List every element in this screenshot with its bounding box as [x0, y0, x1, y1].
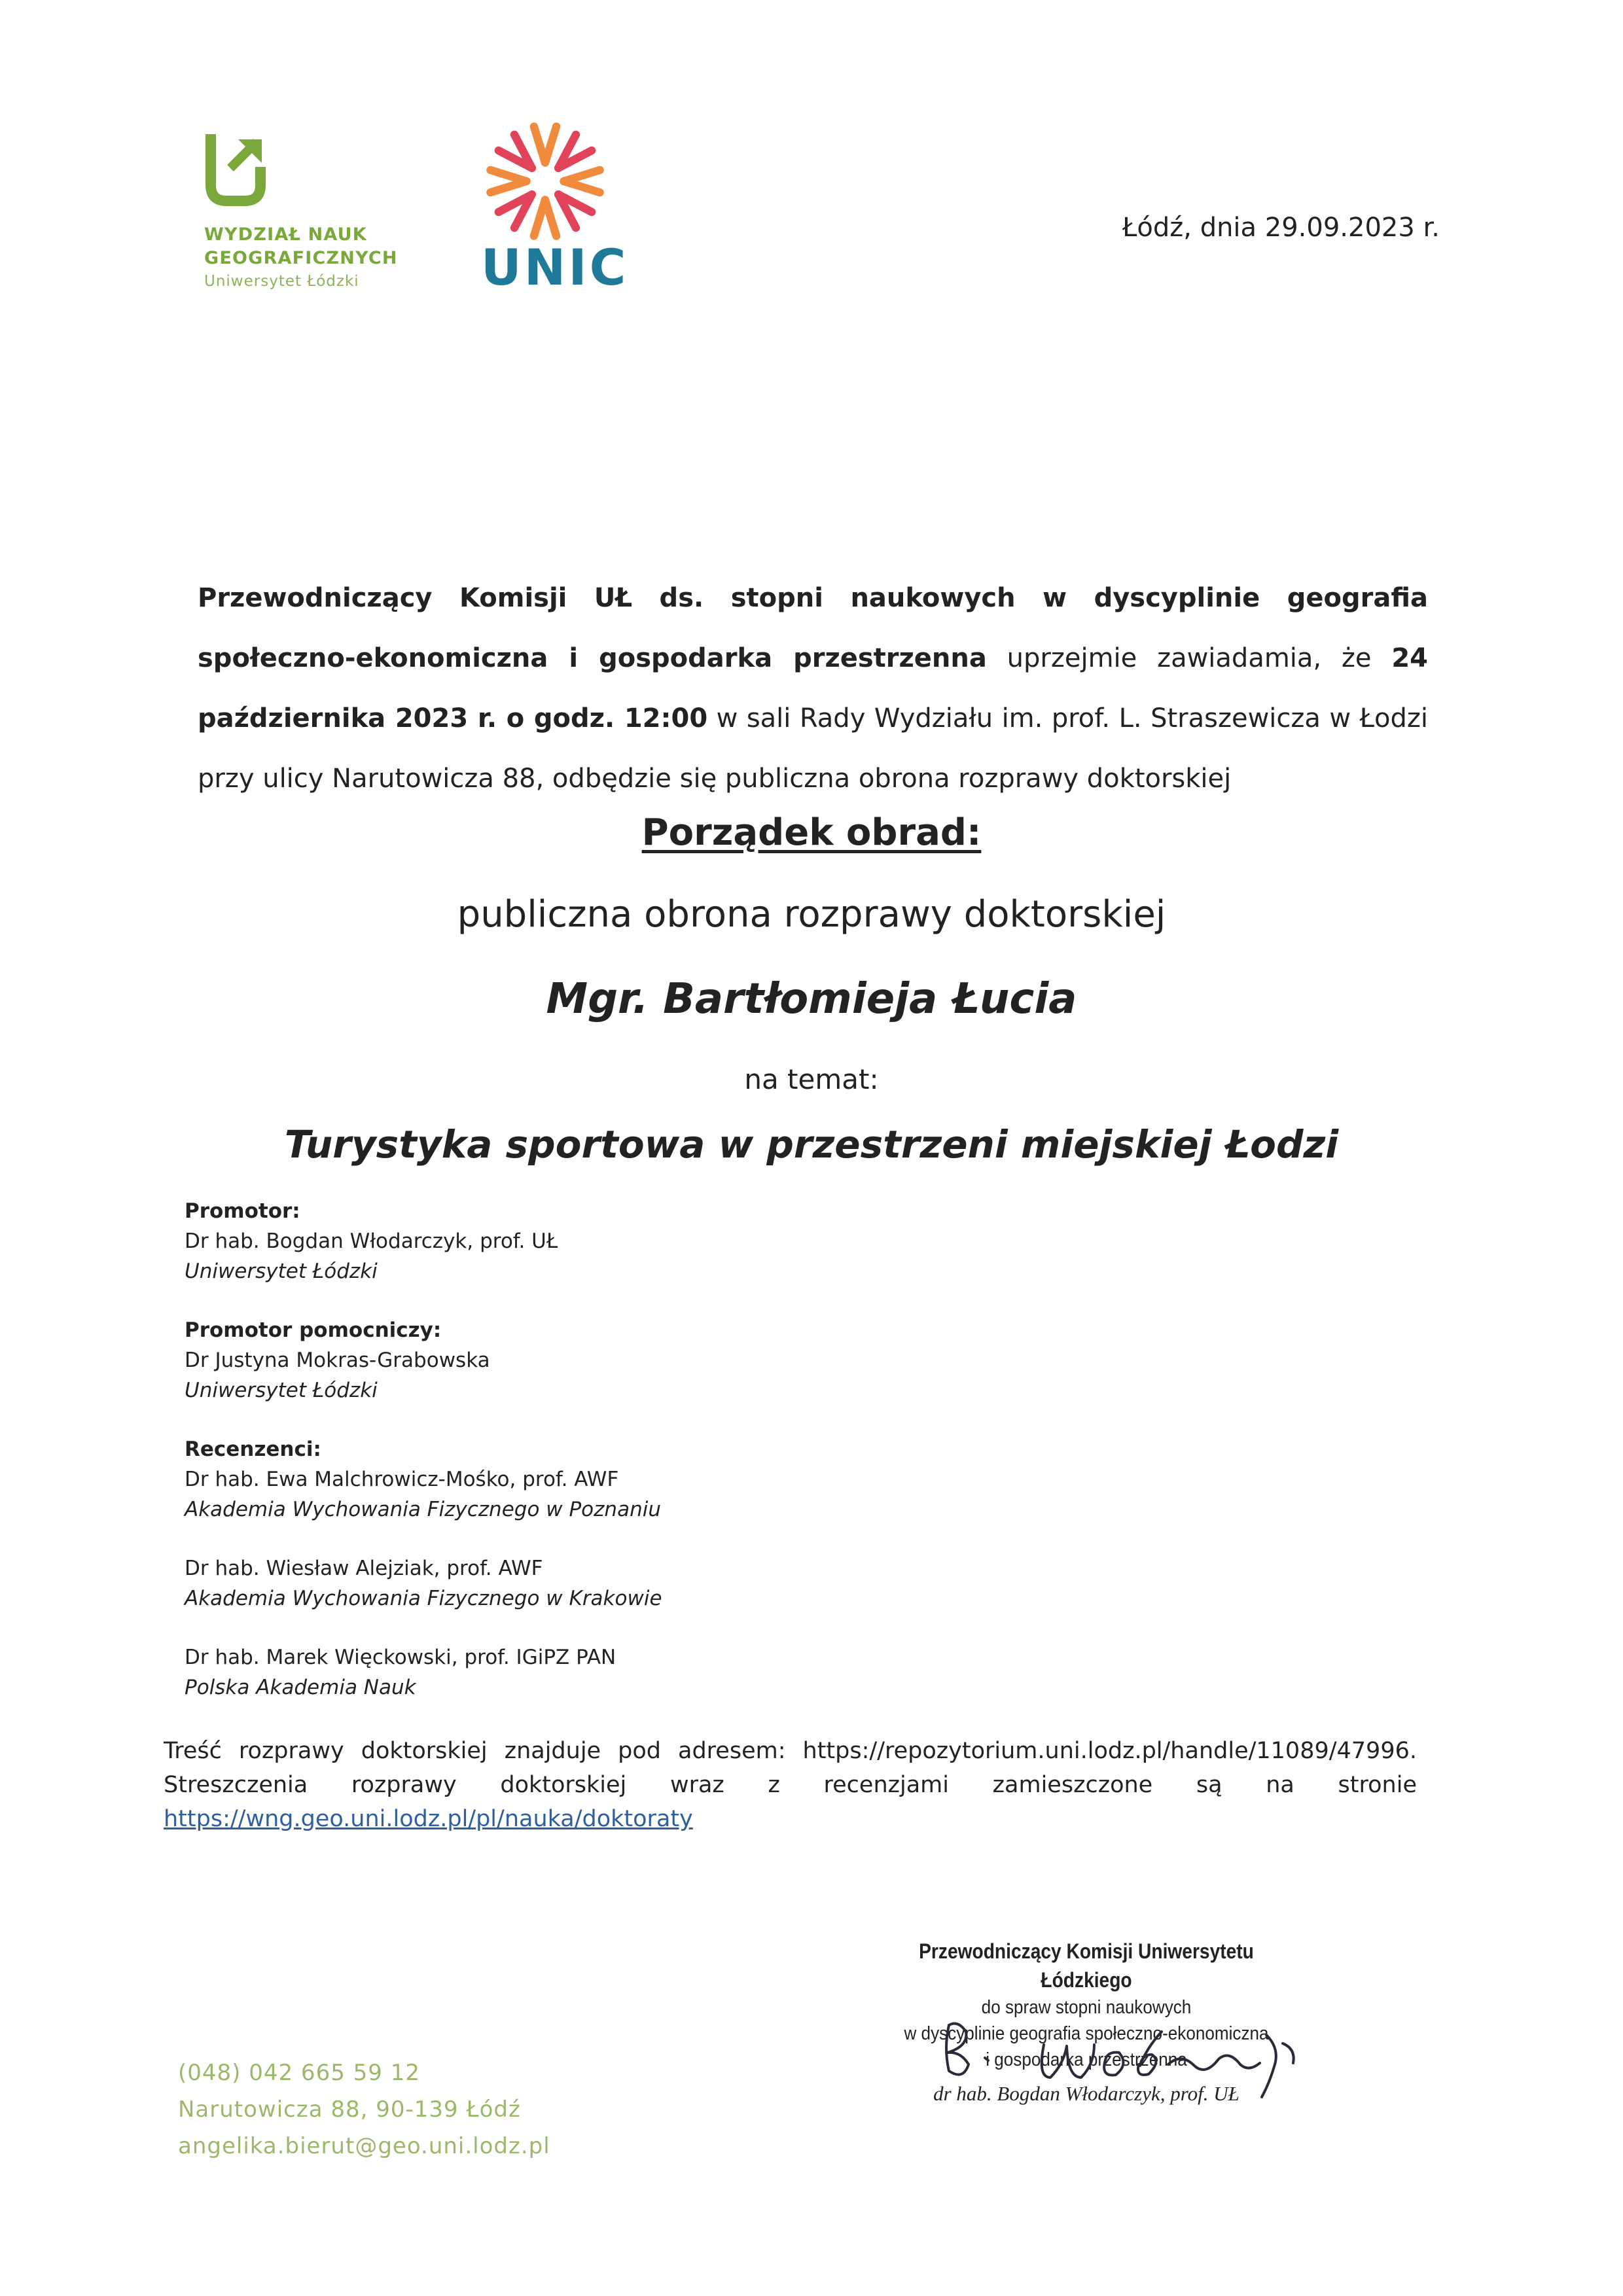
reviewer-2-name: Dr hab. Wiesław Alejziak, prof. AWF	[185, 1557, 543, 1580]
word: rozprawy	[351, 1772, 457, 1798]
aux-promotor-institution: Uniwersytet Łódzki	[185, 1379, 378, 1402]
repository-url: https://repozytorium.uni.lodz.pl/handle/11089/47996.	[802, 1738, 1417, 1764]
faculty-name-line2: GEOGRAFICZNYCH	[204, 248, 398, 268]
stamp-line-1: Przewodniczący Komisji Uniwersytetu Łódzkiego	[919, 1939, 1254, 1992]
thesis-topic: Turystyka sportowa w przestrzeni miejskiej Łodzi	[284, 1122, 1339, 1167]
handwritten-signature	[903, 1986, 1309, 2110]
stamp-signatory: dr hab. Bogdan Włodarczyk, prof. UŁ	[933, 2082, 1240, 2105]
promotor-institution: Uniwersytet Łódzki	[185, 1260, 378, 1283]
unic-logo	[481, 119, 629, 296]
doctorates-link[interactable]: https://wng.geo.uni.lodz.pl/pl/nauka/doktoraty	[164, 1806, 693, 1832]
reviewer-1-name: Dr hab. Ewa Malchrowicz-Mośko, prof. AWF	[185, 1468, 619, 1491]
word: znajduje	[504, 1738, 601, 1764]
word: stronie	[1338, 1772, 1417, 1798]
promotor-group	[185, 1196, 970, 1286]
word: Streszczenia	[164, 1772, 308, 1798]
word: na	[1266, 1772, 1294, 1798]
document-date: Łódź, dnia 29.09.2023 r.	[1122, 213, 1440, 243]
reviewer-2-institution: Akademia Wychowania Fizycznego w Krakowie	[185, 1587, 662, 1610]
intro-datetime: 24 października 2023 r. o godz. 12:00	[198, 643, 1428, 733]
unic-star-icon	[483, 119, 607, 243]
promotor-name: Dr hab. Bogdan Włodarczyk, prof. UŁ	[185, 1229, 558, 1253]
intro-paragraph	[198, 568, 1428, 809]
word: recenzjami	[823, 1772, 949, 1798]
word: są	[1196, 1772, 1222, 1798]
faculty-logo-icon	[204, 134, 267, 206]
word: doktorskiej	[361, 1738, 488, 1764]
faculty-logo	[204, 134, 398, 290]
on-topic-label: na temat:	[744, 1063, 879, 1095]
intro-text-1: uprzejmie zawiadamia, że	[986, 643, 1392, 673]
reviewer-3-name: Dr hab. Marek Więckowski, prof. IGiPZ PAN	[185, 1646, 616, 1669]
reviewer-3-institution: Polska Akademia Nauk	[185, 1676, 416, 1699]
contact-footer	[178, 2055, 550, 2164]
word: rozprawy	[238, 1738, 344, 1764]
promotor-label: Promotor:	[185, 1199, 300, 1223]
agenda-title: Porządek obrad:	[641, 811, 982, 854]
word: adresem:	[678, 1738, 786, 1764]
faculty-name	[204, 223, 398, 270]
links-paragraph	[164, 1734, 1417, 1836]
links-line-2	[164, 1768, 1417, 1802]
links-line-1	[164, 1734, 1417, 1768]
reviewers-label: Recenzenci:	[185, 1438, 321, 1461]
word: pod	[618, 1738, 661, 1764]
contact-email: angelika.bierut@geo.uni.lodz.pl	[178, 2133, 550, 2159]
word: z	[768, 1772, 780, 1798]
stamp-line-2: do spraw stopni naukowych	[981, 1997, 1192, 2018]
unic-logo-text: UNIC	[481, 238, 629, 296]
contact-address: Narutowicza 88, 90-139 Łódź	[178, 2096, 521, 2123]
contact-phone: (048) 042 665 59 12	[178, 2060, 420, 2086]
committee-list	[185, 1196, 970, 1731]
aux-promotor-group	[185, 1315, 970, 1405]
reviewers-group	[185, 1434, 970, 1703]
faculty-name-line1: WYDZIAŁ NAUK	[204, 224, 367, 245]
word: doktorskiej	[500, 1772, 627, 1798]
word: Treść	[164, 1738, 222, 1764]
aux-promotor-label: Promotor pomocniczy:	[185, 1318, 442, 1342]
reviewer-1-institution: Akademia Wychowania Fizycznego w Poznaniu	[185, 1498, 661, 1521]
candidate-name: Mgr. Bartłomieja Łucia	[546, 975, 1077, 1023]
word: zamieszczone	[992, 1772, 1153, 1798]
word: wraz	[669, 1772, 724, 1798]
intro-committee: Przewodniczący Komisji UŁ ds. stopni naukowych w dyscyplinie geografia społeczno-ekonomiczna i gospodarka przestrzenna	[198, 583, 1428, 673]
aux-promotor-name: Dr Justyna Mokras-Grabowska	[185, 1349, 490, 1372]
stamp-line-3: w dyscyplinie geografia społeczno-ekonomiczna	[904, 2023, 1269, 2044]
stamp-line-4: i gospodarka przestrzenna	[986, 2049, 1187, 2070]
agenda-subtitle: publiczna obrona rozprawy doktorskiej	[457, 893, 1166, 936]
intro-text-2: w sali Rady Wydziału im. prof. L. Straszewicza w Łodzi przy ulicy Narutowicza 88, odbędzie się publiczna obrona rozprawy doktorskiej	[198, 703, 1429, 794]
faculty-university: Uniwersytet Łódzki	[204, 273, 359, 290]
